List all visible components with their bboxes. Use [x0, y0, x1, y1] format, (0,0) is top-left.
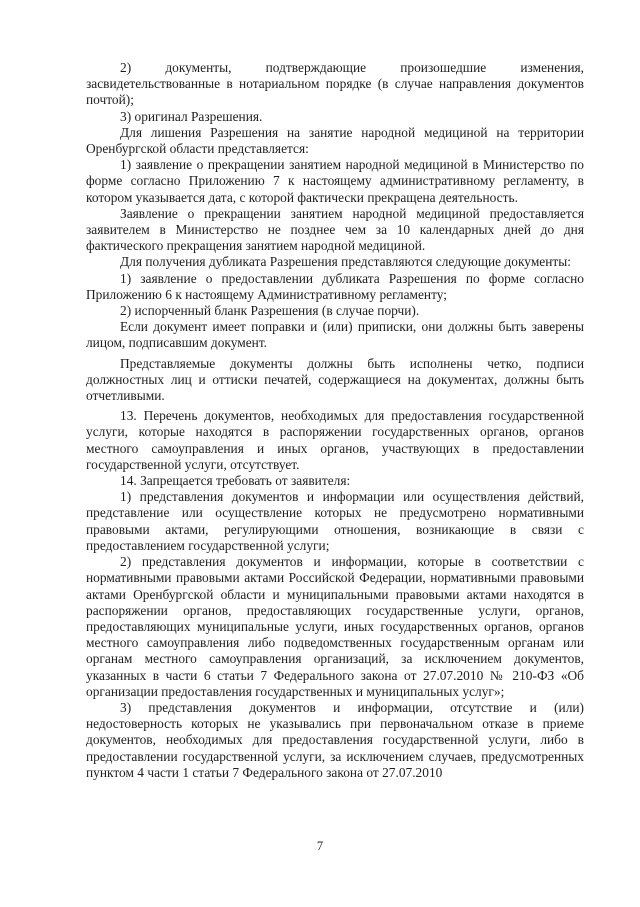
paragraph-corrections: Если документ имеет поправки и (или) приписки, они должны быть заверены лицом, подписавшим документ.: [86, 319, 584, 351]
paragraph-section-13: 13. Перечень документов, необходимых для предоставления государственной услуги, которые находятся в распоряжении государственных органов, органов местного самоуправления и иных органов, участвующих в предоставлении государственной услуги, отсутствует.: [86, 408, 584, 472]
paragraph-revocation-item-1: 1) заявление о прекращении занятием народной медициной в Министерство по форме согласно Приложению 7 к настоящему административному регламенту, в котором указывается дата, с которой фактически прекращена деятельность.: [86, 157, 584, 205]
paragraph-item-3-original: 3) оригинал Разрешения.: [120, 108, 263, 124]
paragraph-duplicate-intro: Для получения дубликата Разрешения представляются следующие документы:: [120, 254, 571, 270]
paragraph-section-14-item-1: 1) представления документов и информации или осуществления действий, представление или осуществление которых не предусмотрено нормативными правовыми актами, регулирующими отношения, возникающие в связи с предоставлением государственной услуги;: [86, 489, 584, 553]
paragraph-legibility: Представляемые документы должны быть исполнены четко, подписи должностных лиц и оттиски печатей, содержащиеся на документах, должны быть отчетливыми.: [86, 355, 584, 404]
page-number: 7: [316, 839, 324, 853]
paragraph-duplicate-item-1: 1) заявление о предоставлении дубликата Разрешения по форме согласно Приложению 6 к настоящему Административному регламенту;: [86, 270, 584, 302]
paragraph-section-14: 14. Запрещается требовать от заявителя:: [120, 473, 351, 489]
paragraph-section-14-item-3: 3) представления документов и информации, отсутствие и (или) недостоверность которых не указывались при первоначальном отказе в приеме документов, необходимых для предоставления государственной услуги, либо в предоставлении государственной услуги, за исключением случаев, предусмотренных пунктом 4 части 1 статьи 7 Федерального закона от 27.07.2010: [86, 699, 584, 780]
paragraph-section-14-item-2: 2) представления документов и информации, которые в соответствии с нормативными правовыми актами Российской Федерации, нормативными правовыми актами Оренбургской области и муниципальными правовыми актами находятся в распоряжении органов, предоставляющих государственные услуги, органов, предоставляющих муниципальные услуги, иных государственных органов, органов местного самоуправления либо подведомственных государственным органам или органам местного самоуправления организаций, за исключением документов, указанных в части 6 статьи 7 Федерального закона от 27.07.2010 № 210-ФЗ «Об организации предоставления государственных и муниципальных услуг»;: [86, 554, 584, 699]
paragraph-revocation-intro: Для лишения Разрешения на занятие народной медициной на территории Оренбургской области представляется:: [86, 124, 584, 157]
paragraph-duplicate-item-2: 2) испорченный бланк Разрешения (в случае порчи).: [120, 303, 420, 319]
paragraph-termination-deadline: Заявление о прекращении занятием народной медициной предоставляется заявителем в Министерство не позднее чем за 10 календарных дней до дня фактического прекращения занятием народной медициной.: [86, 205, 584, 254]
paragraph-item-2-documents: 2) документы, подтверждающие произошедшие изменения, засвидетельствованные в нотариальном порядке (в случае направления документов почтой);: [86, 60, 584, 108]
